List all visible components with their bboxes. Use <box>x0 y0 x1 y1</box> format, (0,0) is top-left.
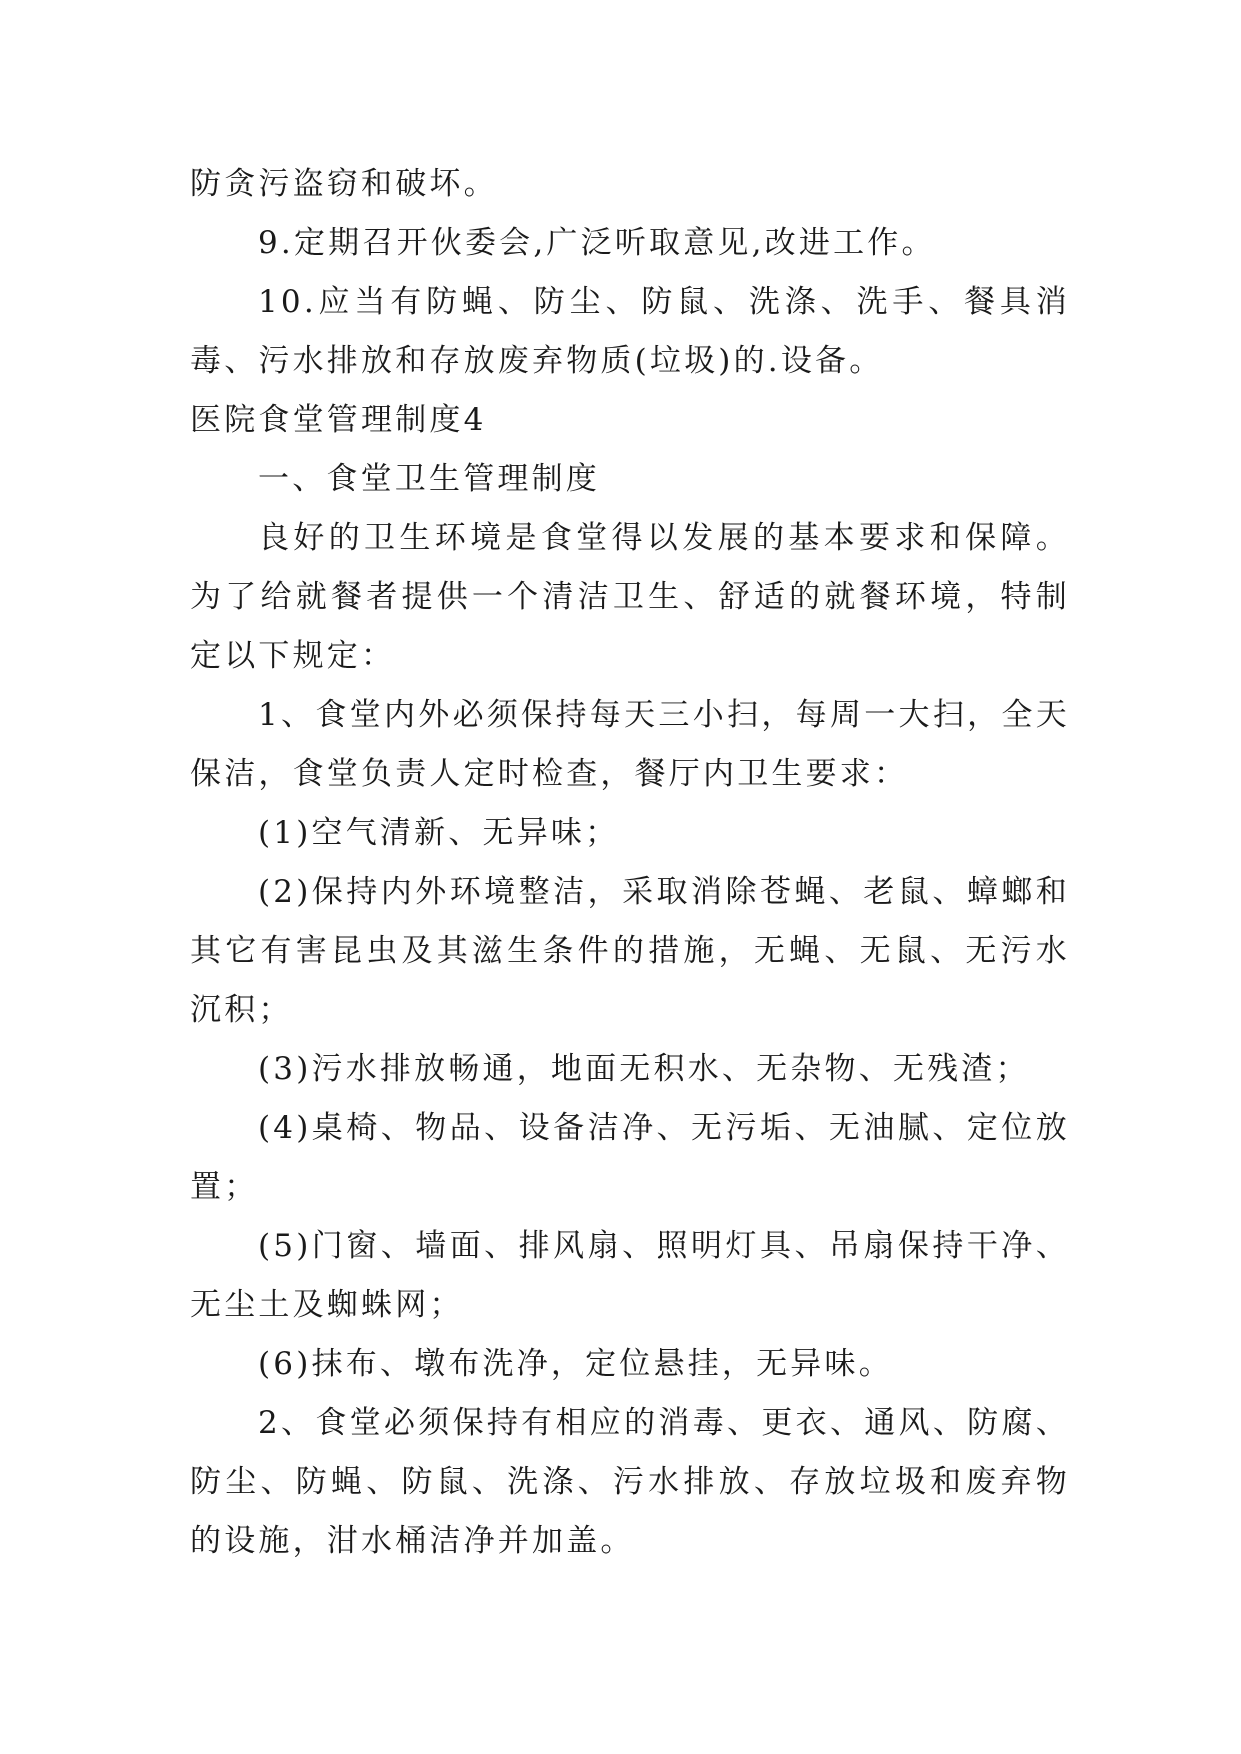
paragraph-subrule-1: (1)空气清新、无异味； <box>258 815 620 851</box>
paragraph-item-9: 9.定期召开伙委会,广泛听取意见,改进工作。 <box>258 225 936 261</box>
paragraph-continuation: 防贪污盗窃和破坏。 <box>190 166 498 202</box>
paragraph-subrule-2: (2)保持内外环境整洁，采取消除苍蝇、老鼠、蟑螂和其它有害昆虫及其滋生条件的措施，无蝇、无鼠、无污水沉积； <box>190 874 1070 1028</box>
paragraph-subrule-4: (4)桌椅、物品、设备洁净、无污垢、无油腻、定位放置； <box>190 1110 1070 1205</box>
paragraph-subrule-6: (6)抹布、墩布洗净，定位悬挂，无异味。 <box>258 1346 893 1382</box>
subsection-heading: 一、食堂卫生管理制度 <box>258 461 600 497</box>
paragraph-intro: 良好的卫生环境是食堂得以发展的基本要求和保障。为了给就餐者提供一个清洁卫生、舒适的就餐环境，特制定以下规定： <box>190 520 1070 674</box>
paragraph-rule-2: 2、食堂必须保持有相应的消毒、更衣、通风、防腐、防尘、防蝇、防鼠、洗涤、污水排放、存放垃圾和废弃物的设施，泔水桶洁净并加盖。 <box>190 1405 1070 1559</box>
section-heading: 医院食堂管理制度4 <box>190 402 487 438</box>
document-body <box>190 155 1070 1571</box>
paragraph-rule-1: 1、食堂内外必须保持每天三小扫，每周一大扫，全天保洁，食堂负责人定时检查，餐厅内卫生要求： <box>190 697 1070 792</box>
paragraph-item-10: 10.应当有防蝇、防尘、防鼠、洗涤、洗手、餐具消毒、污水排放和存放废弃物质(垃圾)的.设备。 <box>190 284 1070 379</box>
paragraph-subrule-3: (3)污水排放畅通，地面无积水、无杂物、无残渣； <box>258 1051 1030 1087</box>
paragraph-subrule-5: (5)门窗、墙面、排风扇、照明灯具、吊扇保持干净、无尘土及蜘蛛网； <box>190 1228 1070 1323</box>
